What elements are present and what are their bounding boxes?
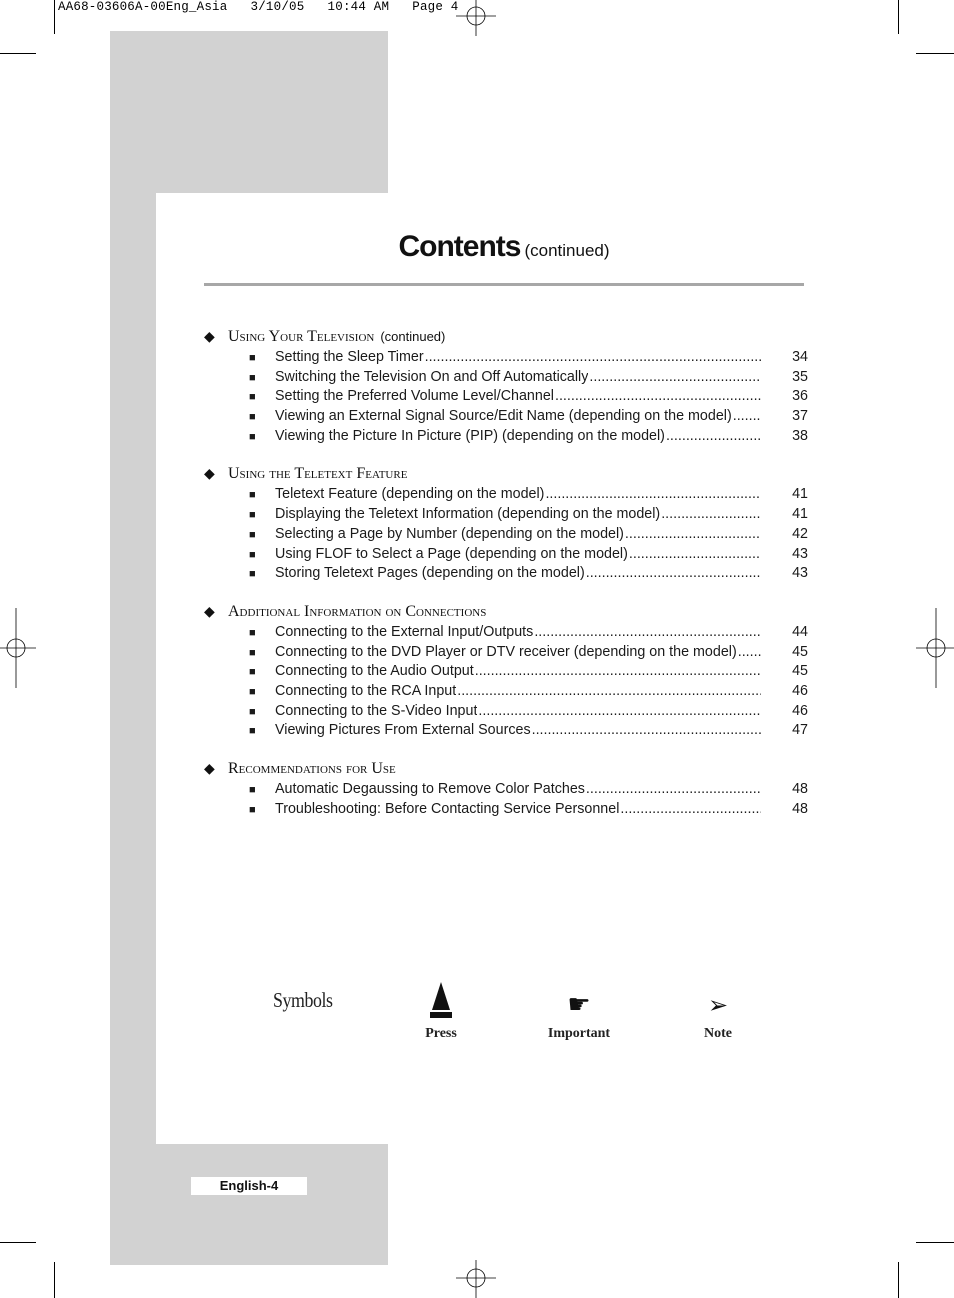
toc-entry-label: Setting the Sleep Timer xyxy=(275,349,424,365)
section-heading-text: Recommendations for Use xyxy=(228,760,396,777)
symbol-important-caption: Important xyxy=(547,1026,611,1041)
symbol-press xyxy=(391,980,491,1042)
page-title xyxy=(204,230,804,264)
toc-entry xyxy=(204,781,810,801)
toc-entry-page: 41 xyxy=(792,486,808,503)
table-of-contents xyxy=(204,328,810,838)
diamond-bullet-icon: ◆ xyxy=(204,467,215,483)
toc-leader-dots xyxy=(555,388,761,404)
crop-mark-top-left-v xyxy=(54,0,55,34)
symbol-note-caption: Note xyxy=(704,1026,732,1041)
toc-leader-dots xyxy=(738,644,761,660)
toc-entry-label: Displaying the Teletext Information (depending on the model) xyxy=(275,506,661,523)
toc-entry-label: Automatic Degaussing to Remove Color Patches xyxy=(275,781,585,797)
toc-entry-label: Teletext Feature (depending on the model) xyxy=(275,486,545,503)
toc-entry-page: 38 xyxy=(792,427,808,444)
toc-entry xyxy=(204,486,810,506)
toc-entry-page: 46 xyxy=(792,682,808,699)
square-bullet-icon: ■ xyxy=(249,391,256,404)
toc-leader-dots xyxy=(589,369,761,385)
toc-entry-page: 41 xyxy=(792,506,808,523)
toc-entry-page: 43 xyxy=(792,565,808,582)
toc-entry xyxy=(204,663,810,683)
toc-entry-label: Connecting to the S-Video Input xyxy=(275,702,478,719)
toc-leader-dots xyxy=(666,428,761,444)
toc-leader-dots xyxy=(457,683,761,699)
diamond-bullet-icon: ◆ xyxy=(204,762,215,777)
toc-entry-label: Connecting to the DVD Player or DTV receiver (depending on the model) xyxy=(275,643,737,660)
toc-section xyxy=(204,465,810,584)
toc-entry-page: 35 xyxy=(792,368,808,385)
toc-entry xyxy=(204,722,810,742)
toc-leader-dots xyxy=(425,349,761,365)
toc-entry xyxy=(204,624,810,644)
print-slug: AA68-03606A-00Eng_Asia 3/10/05 10:44 AM Page 4 xyxy=(58,0,459,14)
important-icon: ☛ xyxy=(567,990,591,1020)
section-heading-text: Additional Information on Connections xyxy=(228,602,487,620)
title-sub: (continued) xyxy=(524,241,610,260)
square-bullet-icon: ■ xyxy=(249,568,256,581)
toc-entry-label: Troubleshooting: Before Contacting Service Personnel xyxy=(275,800,620,817)
toc-section-heading xyxy=(204,465,810,486)
symbol-note xyxy=(668,980,768,1042)
symbol-important xyxy=(529,980,629,1042)
square-bullet-icon: ■ xyxy=(249,646,256,659)
diamond-bullet-icon: ◆ xyxy=(204,330,215,345)
toc-entry-page: 37 xyxy=(792,408,808,425)
square-bullet-icon: ■ xyxy=(249,685,256,698)
crop-mark-bottom-left-h xyxy=(0,1242,36,1243)
section-heading-text: Using the Teletext Feature xyxy=(228,465,408,483)
square-bullet-icon: ■ xyxy=(249,725,256,738)
square-bullet-icon: ■ xyxy=(249,803,256,816)
square-bullet-icon: ■ xyxy=(249,626,256,639)
toc-entry xyxy=(204,703,810,723)
square-bullet-icon: ■ xyxy=(249,784,256,796)
toc-entry-page: 45 xyxy=(792,663,808,680)
toc-entry-page: 42 xyxy=(792,525,808,542)
gray-panel-bottom xyxy=(110,1144,388,1265)
toc-entry-page: 36 xyxy=(792,388,808,405)
toc-entry xyxy=(204,388,810,408)
symbols-label: Symbols xyxy=(273,988,333,1012)
toc-entry-page: 45 xyxy=(792,643,808,660)
toc-entry-label: Viewing Pictures From External Sources xyxy=(275,722,531,739)
toc-entry xyxy=(204,644,810,664)
note-icon: ➢ xyxy=(707,991,729,1019)
toc-leader-dots xyxy=(733,408,761,424)
crop-mark-bottom-right-v xyxy=(898,1262,899,1298)
square-bullet-icon: ■ xyxy=(249,509,256,522)
toc-entry-label: Viewing an External Signal Source/Edit Name (depending on the model) xyxy=(275,408,732,425)
registration-mark-right-icon xyxy=(914,608,954,688)
toc-leader-dots xyxy=(586,565,761,581)
section-heading-note: (continued) xyxy=(380,329,446,344)
square-bullet-icon: ■ xyxy=(249,489,256,502)
toc-leader-dots xyxy=(586,781,761,797)
toc-leader-dots xyxy=(625,526,761,542)
title-rule xyxy=(204,283,804,286)
toc-entry xyxy=(204,506,810,526)
toc-entry-label: Switching the Television On and Off Automatically xyxy=(275,368,589,385)
crop-mark-top-right-h xyxy=(916,53,954,54)
toc-entry-label: Setting the Preferred Volume Level/Channel xyxy=(275,388,554,405)
toc-leader-dots xyxy=(620,801,761,817)
registration-mark-left-icon xyxy=(0,608,40,688)
diamond-bullet-icon: ◆ xyxy=(204,604,215,620)
toc-leader-dots xyxy=(532,722,761,738)
toc-leader-dots xyxy=(534,624,761,640)
toc-leader-dots xyxy=(475,663,761,679)
gray-panel-top xyxy=(110,31,388,193)
page-number-label: English-4 xyxy=(191,1177,307,1195)
square-bullet-icon: ■ xyxy=(249,352,256,364)
toc-entry-page: 47 xyxy=(792,722,808,739)
toc-entry-page: 43 xyxy=(792,545,808,562)
crop-mark-top-left-h xyxy=(0,53,36,54)
square-bullet-icon: ■ xyxy=(249,705,256,718)
toc-entry xyxy=(204,408,810,428)
toc-entry xyxy=(204,369,810,389)
toc-entry-page: 48 xyxy=(792,781,808,797)
registration-mark-bottom-icon xyxy=(456,1258,496,1298)
symbol-press-caption: Press xyxy=(425,1026,457,1041)
crop-mark-bottom-right-h xyxy=(916,1242,954,1243)
toc-section-heading xyxy=(204,760,810,781)
square-bullet-icon: ■ xyxy=(249,528,256,541)
toc-entry-page: 46 xyxy=(792,702,808,719)
toc-entry xyxy=(204,428,810,448)
toc-leader-dots xyxy=(545,486,761,502)
toc-entry-page: 48 xyxy=(792,800,808,817)
toc-entry-label: Connecting to the External Input/Outputs xyxy=(275,623,534,640)
toc-entry-label: Using FLOF to Select a Page (depending on the model) xyxy=(275,545,628,562)
toc-entry xyxy=(204,683,810,703)
title-main: Contents xyxy=(398,230,521,263)
square-bullet-icon: ■ xyxy=(249,548,256,561)
gray-panel-left xyxy=(110,193,156,1144)
toc-leader-dots xyxy=(629,546,761,562)
toc-entry xyxy=(204,801,810,821)
toc-leader-dots xyxy=(661,506,761,522)
toc-entry-label: Connecting to the RCA Input xyxy=(275,682,457,699)
registration-mark-top-icon xyxy=(456,0,496,40)
toc-entry-label: Viewing the Picture In Picture (PIP) (depending on the model) xyxy=(275,427,665,444)
toc-entry-page: 34 xyxy=(792,349,808,365)
crop-mark-bottom-left-v xyxy=(54,1262,55,1298)
toc-entry xyxy=(204,349,810,369)
toc-section-heading xyxy=(204,328,810,349)
toc-entry xyxy=(204,526,810,546)
square-bullet-icon: ■ xyxy=(249,411,256,424)
toc-section-heading xyxy=(204,603,810,624)
toc-entry-page: 44 xyxy=(792,623,808,640)
toc-entry-label: Storing Teletext Pages (depending on the model) xyxy=(275,565,585,582)
toc-entry xyxy=(204,546,810,566)
section-heading-text: Using Your Television xyxy=(228,328,375,345)
toc-section xyxy=(204,760,810,820)
press-icon xyxy=(428,980,454,1020)
toc-section xyxy=(204,603,810,742)
square-bullet-icon: ■ xyxy=(249,371,256,384)
toc-section xyxy=(204,328,810,447)
toc-entry-label: Selecting a Page by Number (depending on the model) xyxy=(275,525,624,542)
square-bullet-icon: ■ xyxy=(249,430,256,443)
crop-mark-top-right-v xyxy=(898,0,899,34)
toc-leader-dots xyxy=(478,703,761,719)
toc-entry xyxy=(204,565,810,585)
toc-entry-label: Connecting to the Audio Output xyxy=(275,663,474,680)
square-bullet-icon: ■ xyxy=(249,666,256,679)
